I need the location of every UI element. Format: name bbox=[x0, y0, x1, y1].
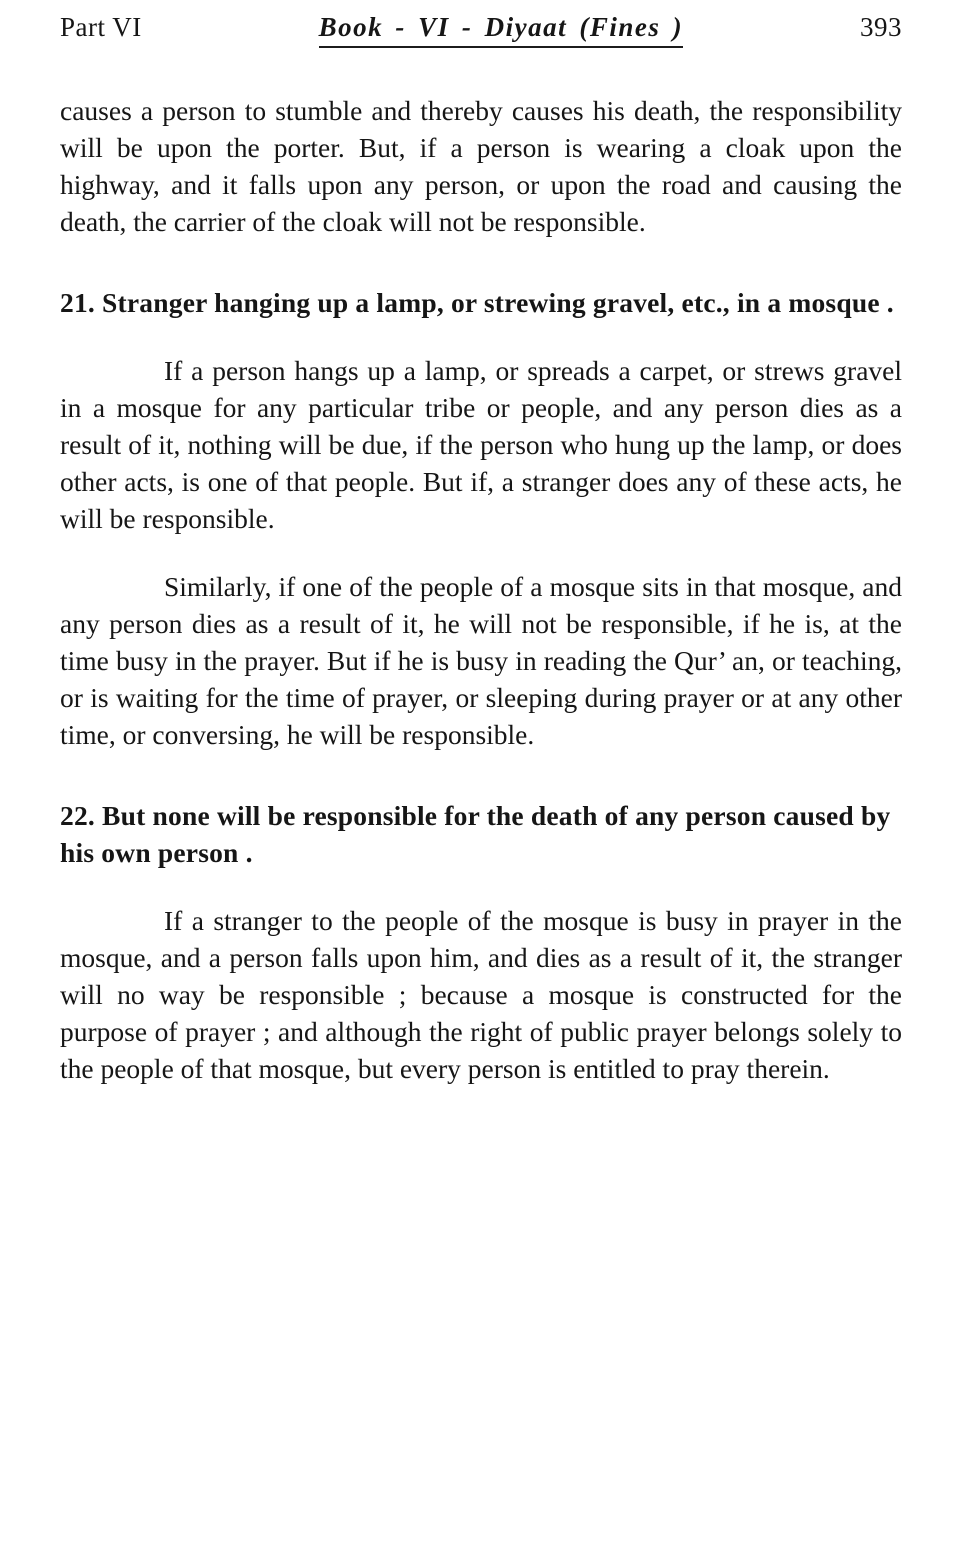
section-21-paragraph-2: Similarly, if one of the people of a mosque sits in that mosque, and any person dies as a result of it, he will not be responsible, if he is, at the time busy in the prayer. But if he is busy in reading the Qur’ an, or teaching, or is waiting for the time of prayer, or sleeping during prayer or at any other time, or conversing, he will be responsible. bbox=[60, 571, 902, 750]
running-header bbox=[60, 10, 902, 48]
section-heading-22: 22. But none will be responsible for the death of any person caused by his own person . bbox=[60, 800, 891, 868]
paragraph-continuation: causes a person to stumble and thereby causes his death, the responsibility will be upon the porter. But, if a person is wearing a cloak upon the highway, and it falls upon any person, or upon the road and causing the death, the carrier of the cloak will not be responsible. bbox=[60, 95, 902, 237]
section-21-paragraph-1: If a person hangs up a lamp, or spreads a carpet, or strews gravel in a mosque for any particular tribe or people, and any person dies as a result of it, nothing will be due, if the person who hung up the lamp, or does other acts, is one of that people. But if, a stranger does any of these acts, he will be responsible. bbox=[60, 355, 902, 534]
book-title: Book - VI - Diyaat (Fines ) bbox=[319, 12, 684, 48]
section-22-paragraph-1: If a stranger to the people of the mosque is busy in prayer in the mosque, and a person falls upon him, and dies as a result of it, the stranger will no way be responsible ; because a mosque is constructed for the purpose of prayer ; and although the right of public prayer belongs solely to the people of that mosque, but every person is entitled to pray therein. bbox=[60, 905, 902, 1084]
part-label: Part VI bbox=[60, 12, 142, 42]
page-content bbox=[60, 92, 902, 1087]
section-heading-21: 21. Stranger hanging up a lamp, or strewing gravel, etc., in a mosque . bbox=[60, 287, 894, 318]
page-number: 393 bbox=[860, 12, 902, 42]
